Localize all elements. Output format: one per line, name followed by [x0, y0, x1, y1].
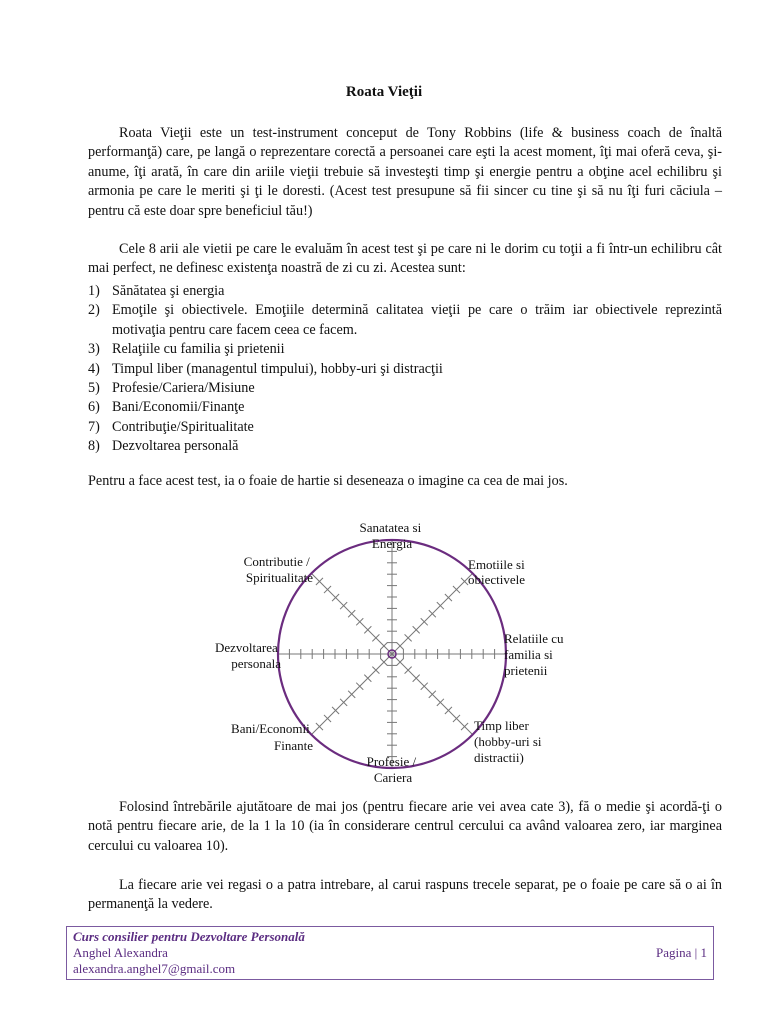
- wheel-of-life-diagram: [0, 500, 768, 800]
- footer-page-number: Pagina | 1: [656, 945, 707, 960]
- draw-instruction: Pentru a face acest test, ia o foaie de hartie si deseneaza o imagine ca cea de mai jos.: [88, 473, 568, 489]
- page-title: Roata Vieţii: [345, 84, 423, 100]
- list-item: 5) Profesie/Cariera/Misiune: [88, 380, 255, 397]
- footer-email: alexandra.anghel7@gmail.com: [73, 961, 236, 976]
- footer-author: Anghel Alexandra: [73, 945, 168, 960]
- label-emotions: Emotiile si obiectivele: [468, 557, 526, 587]
- list-item: 7) Contribuţie/Spiritualitate: [88, 418, 254, 435]
- label-contribution: Contributie / Spiritualitate: [243, 554, 313, 585]
- label-career: Profesie / Cariera: [366, 754, 417, 785]
- list-item: 1) Sănătatea şi energia: [88, 283, 225, 299]
- label-relations: Relatiile cu familia si prietenii: [504, 631, 564, 678]
- areas-intro-text: Cele 8 arii ale vietii pe care le evaluăm în acest test şi pe care ni le dorim cu toţii a fi într-un echilibru cât mai perfect, ne definesc existenţa noastră de zi cu zi. Acestea sunt:: [88, 241, 722, 277]
- fourth-question-text: La fiecare arie vei regasi o a patra intrebare, al carui raspuns trecele separat, pe o foaie pe care să o ai în permanenţă la vedere.: [88, 877, 722, 913]
- footer-course: Curs consilier pentru Dezvoltare Personală: [73, 929, 305, 944]
- intro-paragraph: [88, 124, 722, 221]
- list-item: 4) Timpul liber (managentul timpului), hobby-uri şi distracţii: [88, 360, 443, 377]
- intro-text: Roata Vieţii este un test-instrument conceput de Tony Robbins (life & business coach de înaltă performanţă) care, pe langă o reprezentare corectă a persoanei care eşti la acest moment, îţi mai oferă ceva, şi-anume, îţi arată, în care din ariile vieţii trebuie să investeşti timp şi energie pentru a obţine acel echilibru şi armonia pe care le meriti şi ţi le doresti. (Acest test presupune să fii sincer cu tine şi să nu îţi furi căciula – pentru că este doar spre beneficiul tău!): [88, 125, 722, 219]
- list-item: 6) Bani/Economii/Finanţe: [88, 399, 245, 416]
- list-item: 8) Dezvoltarea personală: [88, 438, 239, 455]
- areas-intro-paragraph: [88, 240, 722, 279]
- fourth-question-paragraph: [88, 876, 722, 915]
- label-personal-development: Dezvoltarea personala: [214, 640, 281, 671]
- areas-list: [88, 282, 722, 457]
- grading-text: Folosind întrebările ajutătoare de mai jos (pentru fiecare arie vei avea cate 3), fă o medie şi acordă-ţi o notă pentru fiecare arie, de la 1 la 10 (ia în considerare centrul cercului ca având valoarea zero, iar marginea cercului cu valoarea 10).: [88, 799, 722, 854]
- page-footer: [66, 926, 714, 980]
- label-free-time: Timp liber (hobby-uri si distractii): [474, 718, 542, 765]
- list-item: 3) Relaţiile cu familia şi prietenii: [88, 341, 285, 358]
- grading-paragraph: [88, 798, 722, 856]
- list-item: 2) Emoţile şi obiectivele. Emoţiile determină calitatea vieţii pe care o trăim iar obiectivele reprezintă motivaţia pentru care facem ceea ce facem.: [88, 302, 722, 338]
- label-health: Sanatatea si Energia: [359, 520, 422, 551]
- label-money: Bani/Economii Finante: [231, 721, 313, 753]
